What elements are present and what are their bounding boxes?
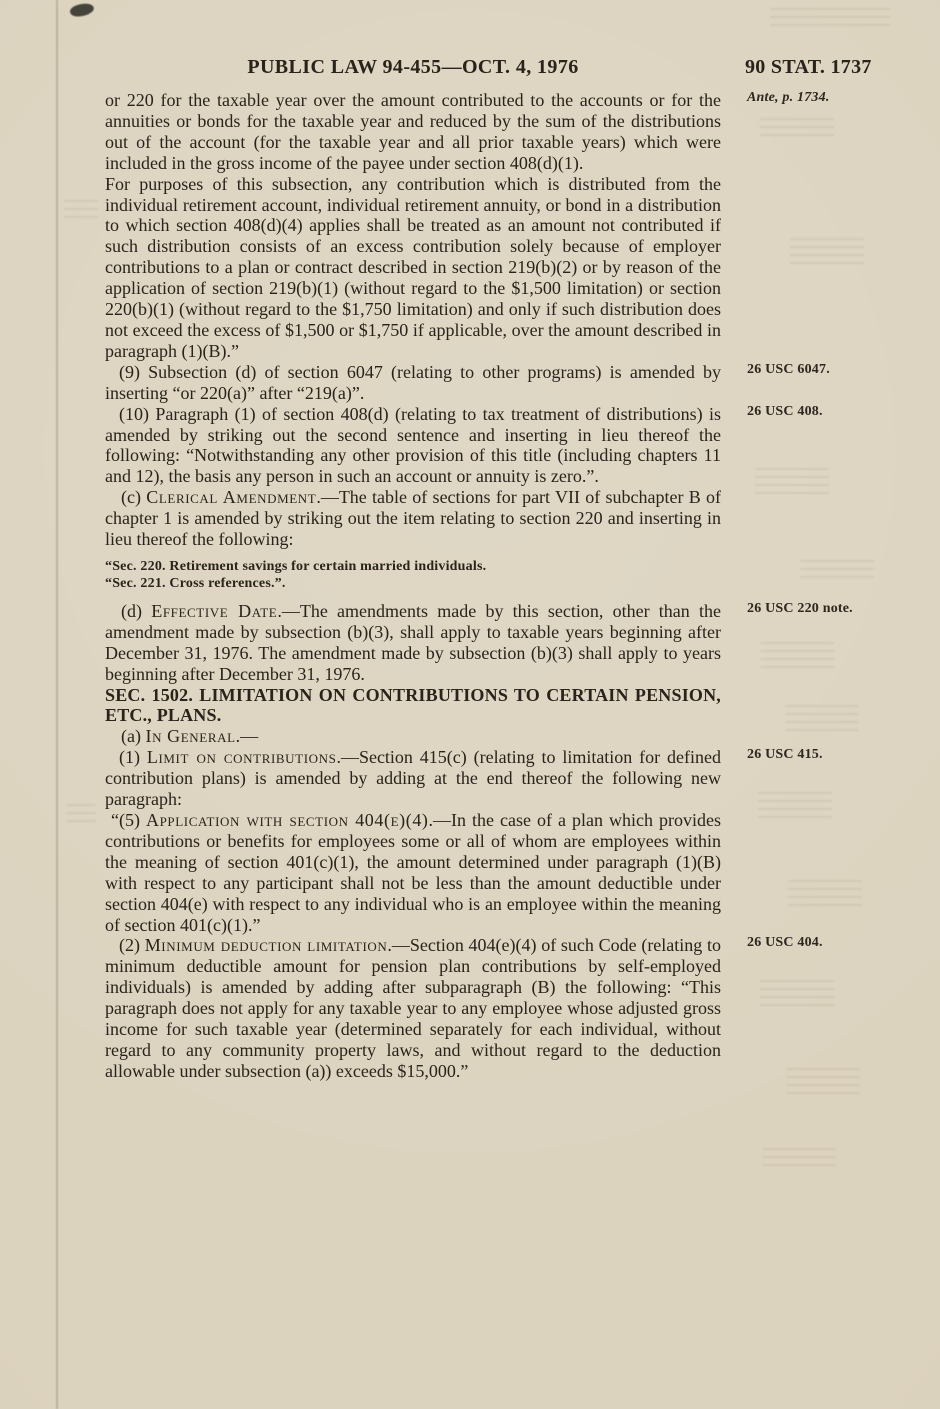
paragraph-2-minimum-deduction-limitation [105,935,823,1081]
stat-page-number: 90 STAT. 1737 [745,56,872,78]
body-text: (10) Paragraph (1) of section 408(d) (relating to tax treatment of distributions) is amended by striking out the second sentence and inserting in lieu thereof the following: “Notwithstanding any other provision of this title (including chapters 11 and 12), the basis any person in such an account or annuity is zero.”. [105,403,721,487]
bleedthrough-mark [64,200,98,222]
body-text: ETC., PLANS. [105,705,222,726]
body-text: (d) [121,600,152,621]
body-text: .—Section 404(e)(4) of such Code (relating to minimum deductible amount for pension plan contributions by self-employed individuals) is amended by adding after subparagraph (B) the following: “This paragraph does not apply for any taxable year to any employee whose adjusted gross income for such taxable year (determined separately for each individual, without regard to any community property laws, and without regard to the deduction allowable under subsection (a)) exceeds $15,000.” [105,935,721,1081]
body-text: .—The table of sections for part VII of subchapter B of chapter 1 is amended by striking out the item relating to section 220 and inserting in lieu thereof the following: [105,487,721,550]
small-caps-label: Application with section 404(e)(4) [145,810,429,830]
body-text: “(5) [111,810,146,830]
bleedthrough-mark [760,118,834,140]
bleedthrough-mark [786,1068,860,1096]
bleedthrough-mark [788,880,862,906]
page-header-title: PUBLIC LAW 94-455—OCT. 4, 1976 [247,56,579,78]
bleedthrough-mark [758,792,832,822]
body-text: (a) [121,726,146,747]
bleedthrough-mark [785,705,859,731]
bleedthrough-mark [762,1148,836,1172]
subsection-d-effective-date [105,600,853,685]
quoted-continuation-paragraph [105,90,830,174]
small-caps-label: Clerical Amendment [146,487,317,508]
margin-note: 26 USC 415. [747,747,823,763]
body-text: For purposes of this subsection, any contribution which is distributed from the individual retirement account, individual retirement annuity, or bond in a distribution to which section 408(d)(4) applies shall be treated as an amount not contributed if such distribution consists of an excess contribution solely because of employer contributions to a plan or contract described in section 219(b)(2) or by reason of the application of section 219(b)(1) (without regard to the $1,500 limitation) or section 220(b)(1) (without regard to the $1,750 limitation) and only if such distribution does not exceed the excess of $1,500 or $1,750 if applicable, over the amount described in paragraph (1)(B).” [105,173,721,361]
bleedthrough-mark [800,560,874,580]
margin-note: 26 USC 408. [747,403,823,419]
small-caps-label: Effective Date [151,600,278,621]
text-column [105,90,853,1082]
body-text: .—In the case of a plan which provides contributions or benefits for employees some or all of whom are employees within the meaning of section 401(c)(1), the amount determined under paragraph (1)(B) with respect to any participant shall not be less than the amount deductible under section 404(e) with respect to any individual who is an employee within the meaning of section 401(c)(1).” [105,810,721,935]
body-text: (9) Subsection (d) of section 6047 (relating to other programs) is amended by inserting “or 220(a)” after “219(a)”. [105,361,721,403]
quoted-paragraph-5 [105,810,721,935]
margin-note: 26 USC 6047. [747,361,830,377]
bleedthrough-mark [755,468,829,498]
ink-smudge [69,1,95,18]
bleedthrough-mark [790,238,864,268]
paragraph-10 [105,403,823,488]
bleedthrough-mark [760,642,834,672]
bleedthrough-mark [770,8,890,26]
bleedthrough-mark [760,980,834,1010]
small-caps-label: Minimum deduction limitation [144,935,388,956]
body-text: .—Section 415(c) (relating to limitation for defined contribution plans) is amended by adding at the end thereof the following new paragraph: [105,747,721,810]
margin-note: Ante, p. 1734. [747,90,830,105]
page-edge [56,0,58,1409]
paragraph-1-limit-on-contributions [105,747,823,810]
margin-note: 26 USC 220 note. [747,600,853,616]
subsection-a-in-general [105,726,721,747]
sec-1502-heading-line-2 [105,705,721,726]
body-text: “Sec. 220. Retirement savings for certain married individuals. [105,558,487,574]
body-text: (1) [119,747,147,768]
table-of-sections-line-1 [105,558,721,575]
bleedthrough-mark [66,804,96,824]
flush-paragraph [105,174,721,362]
small-caps-label: Limit on contributions [146,747,337,768]
small-caps-label: In General [145,726,236,747]
sec-1502-heading-line-1 [105,685,721,706]
table-of-sections-line-2 [105,575,721,592]
subsection-c-clerical-amendment [105,487,721,550]
body-text: (c) [121,487,147,508]
body-text: (2) [119,935,145,956]
body-text: .—The amendments made by this section, other than the amendment made by subsection (b)(3), shall apply to taxable years beginning after December 31, 1976. The amendment made by subsection (b)(3) shall apply to years beginning after December 31, 1976. [105,600,721,684]
paragraph-9 [105,361,830,404]
margin-note: 26 USC 404. [747,935,823,951]
body-text: .— [235,726,259,747]
body-text: or 220 for the taxable year over the amount contributed to the accounts or for the annuities or bonds for the taxable year and reduced by the sum of the distributions out of the account (for the taxable year and all prior taxable years) which were included in the gross income of the payee under section 408(d)(1). [105,90,721,173]
body-text: SEC. 1502. LIMITATION ON CONTRIBUTIONS TO CERTAIN PENSION, [105,684,721,705]
body-text: “Sec. 221. Cross references.”. [105,575,286,591]
